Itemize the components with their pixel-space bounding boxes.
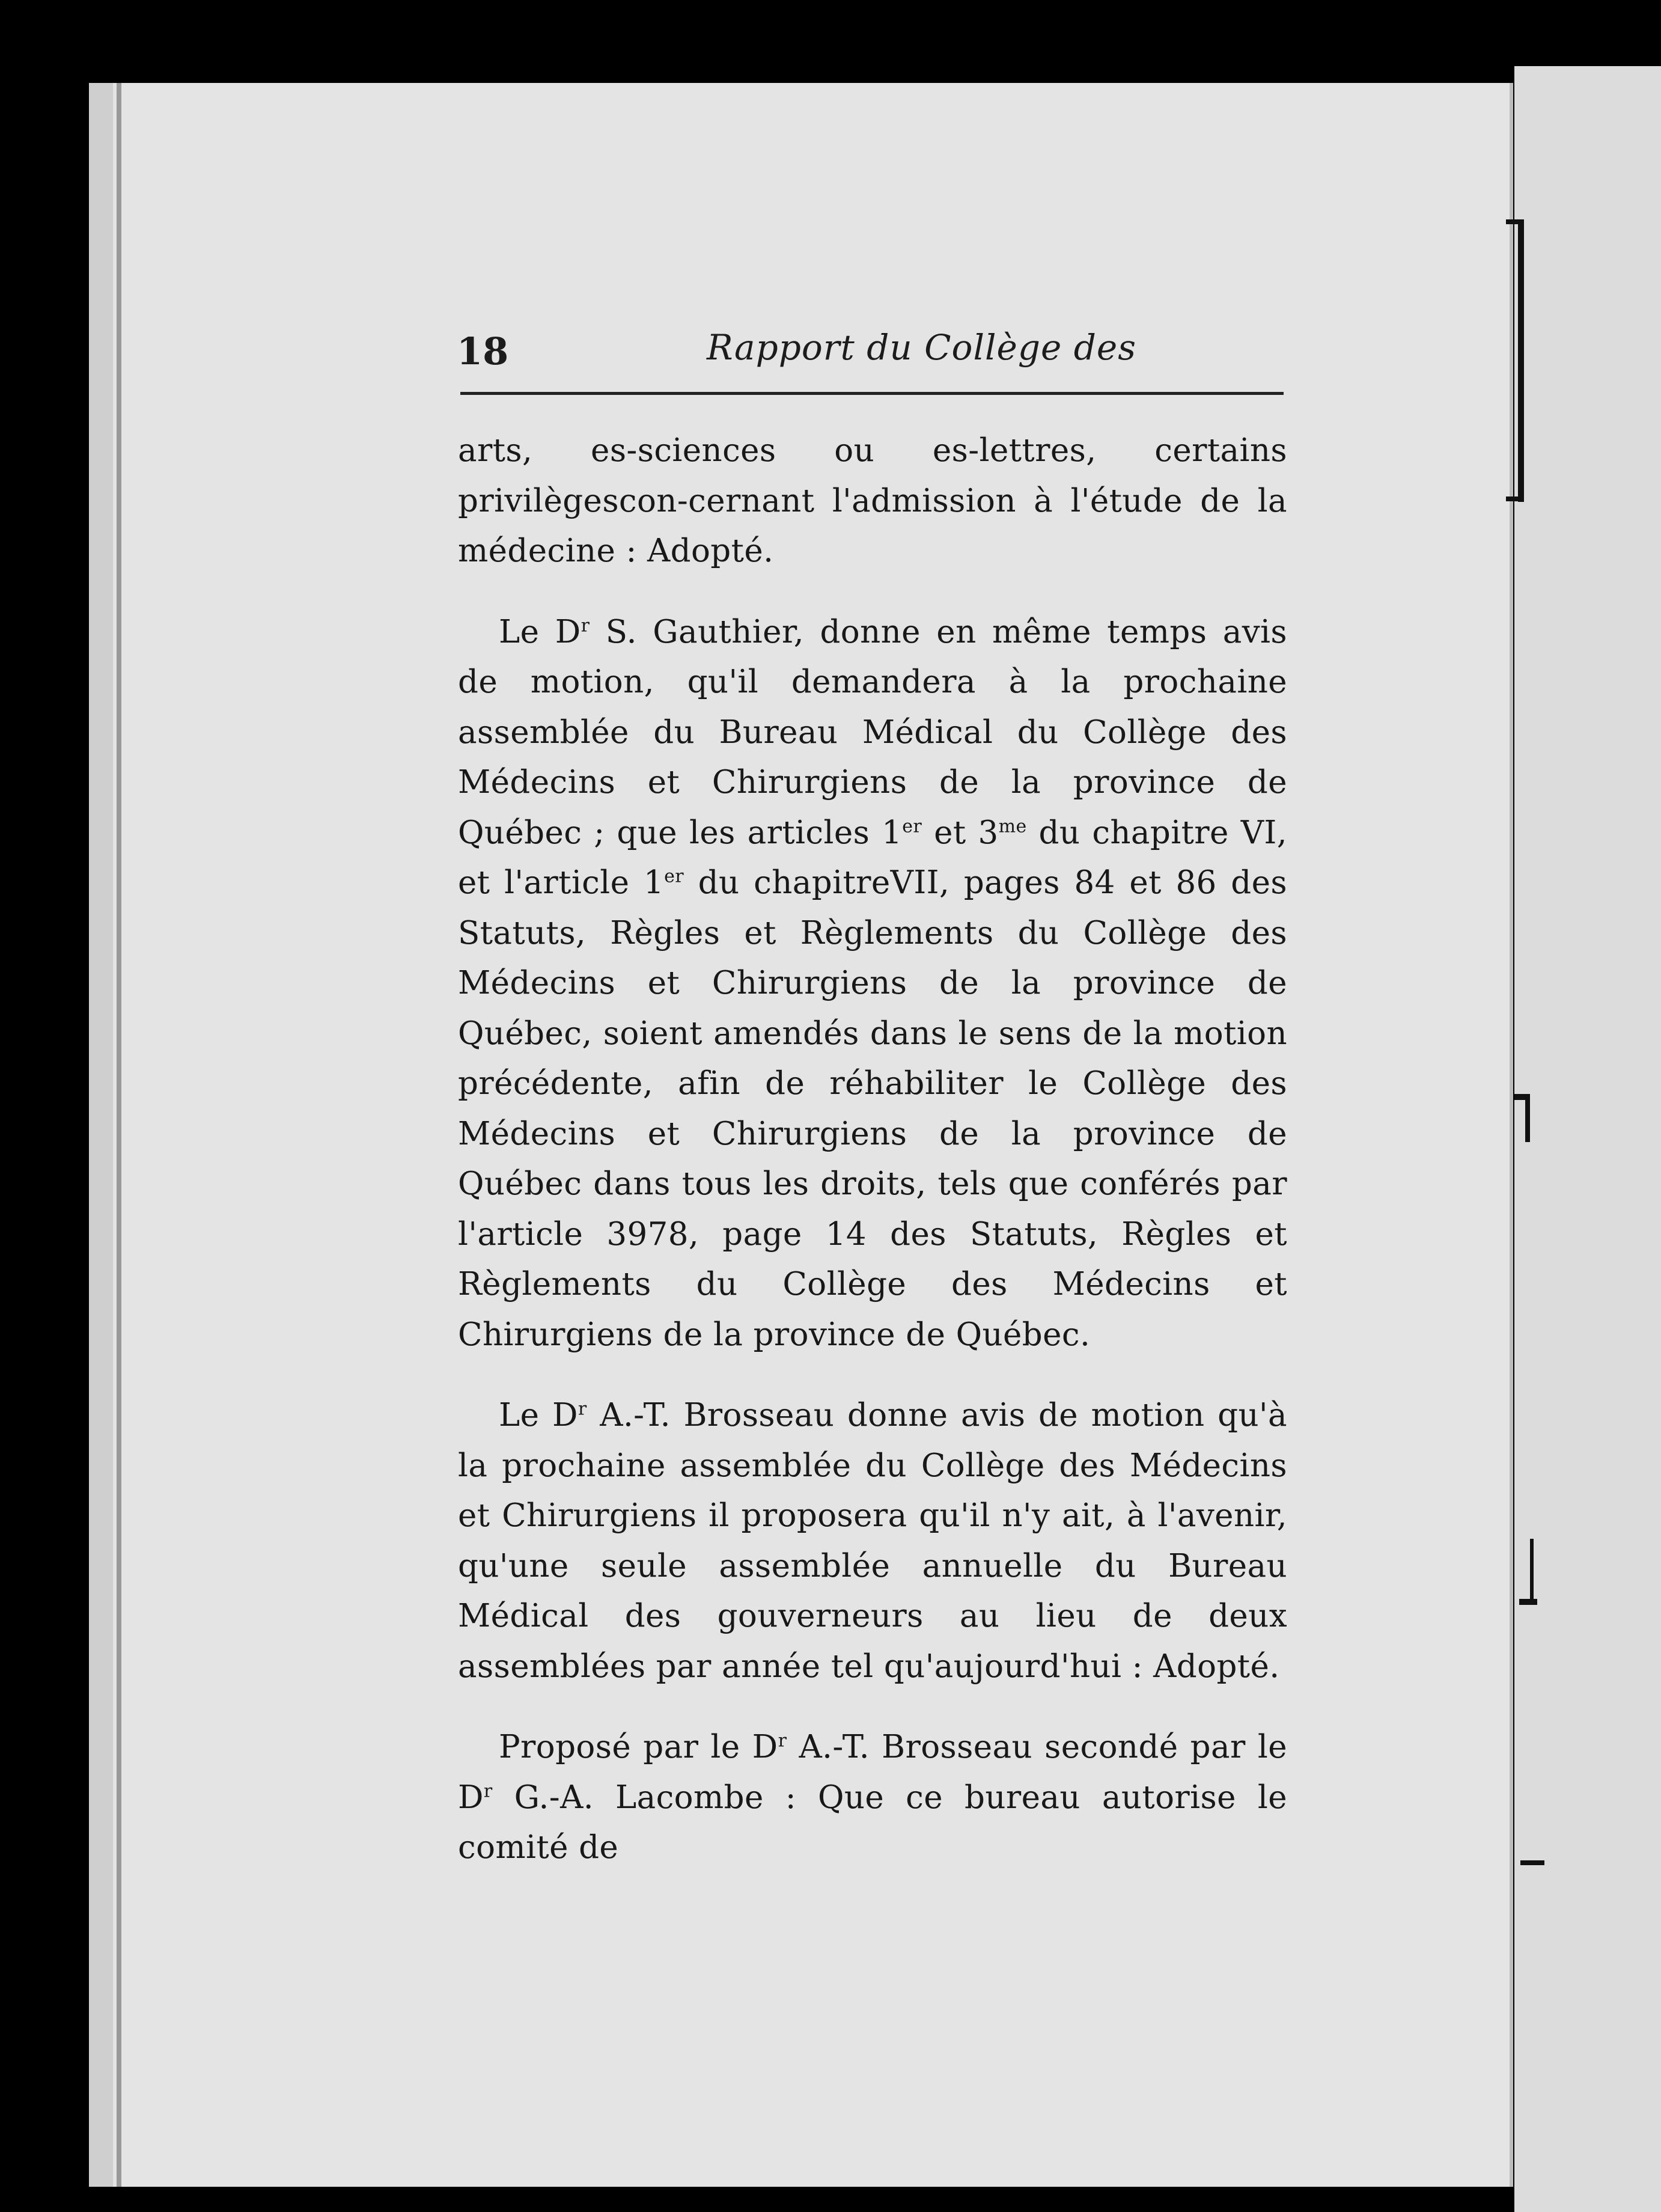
paragraph: Le $D^r$ S. Gauthier, donne en même temps avis de motion, qu'il demandera à la prochaine assemblée du Bureau Médical du Collège des Médecins et Chirurgiens de la province de Québec ; que les articles 1er et $3^{me}$ du chapitre VI, et l'article 1er du chapitreVII, pages 84 et 86 des Statuts, Règles et Règlements du Collège des Médecins et Chirurgiens de la province de Québec, soient amendés dans le sens de la motion précédente, afin de réhabiliter le Collège des Médecins et Chirurgiens de la province de Québec dans tous les droits, tels que conférés par l'article 3978, page 14 des Statuts, Règles et Règlements du Collège des Médecins et Chirurgiens de la province de Québec. <box>458 613 1287 1353</box>
paragraph: arts, es-sciences ou es-lettres, certains privilègescon-cernant l'admission à l'étude de la médecine : Adopté. <box>458 432 1287 569</box>
paragraph: Le $D^r$ A.-T. Brosseau donne avis de motion qu'à la prochaine assemblée du Collège des Médecins et Chirurgiens il proposera qu'il n'y ait, à l'avenir, qu'une seule assemblée annuelle du Bureau Médical des gouverneurs au lieu de deux assemblées par année tel qu'aujourd'hui : Adopté. <box>458 1397 1287 1685</box>
scan-bracket-mid <box>1525 1094 1530 1142</box>
header-rule <box>460 392 1284 395</box>
scan-bracket-top <box>1518 219 1524 502</box>
page-number: 18 <box>457 329 509 373</box>
scan-bracket-low-cap <box>1519 1599 1537 1605</box>
scan-bracket-mid-cap <box>1514 1094 1530 1100</box>
running-title: Rapport du Collège des <box>707 327 1136 368</box>
paragraph: Proposé par le $D^r$ A.-T. Brosseau secondé par le $D^r$ G.-A. Lacombe : Que ce bureau autorise le comité de <box>458 1729 1287 1866</box>
adjacent-page-edge <box>1514 66 1661 2212</box>
body-text <box>458 426 1287 1873</box>
running-header <box>457 329 1286 371</box>
scan-bracket-low <box>1530 1539 1534 1605</box>
scan-bracket-top-cap-lower <box>1506 496 1523 501</box>
scan-tick <box>1520 1860 1544 1865</box>
scan-bracket-top-cap-upper <box>1506 219 1523 224</box>
